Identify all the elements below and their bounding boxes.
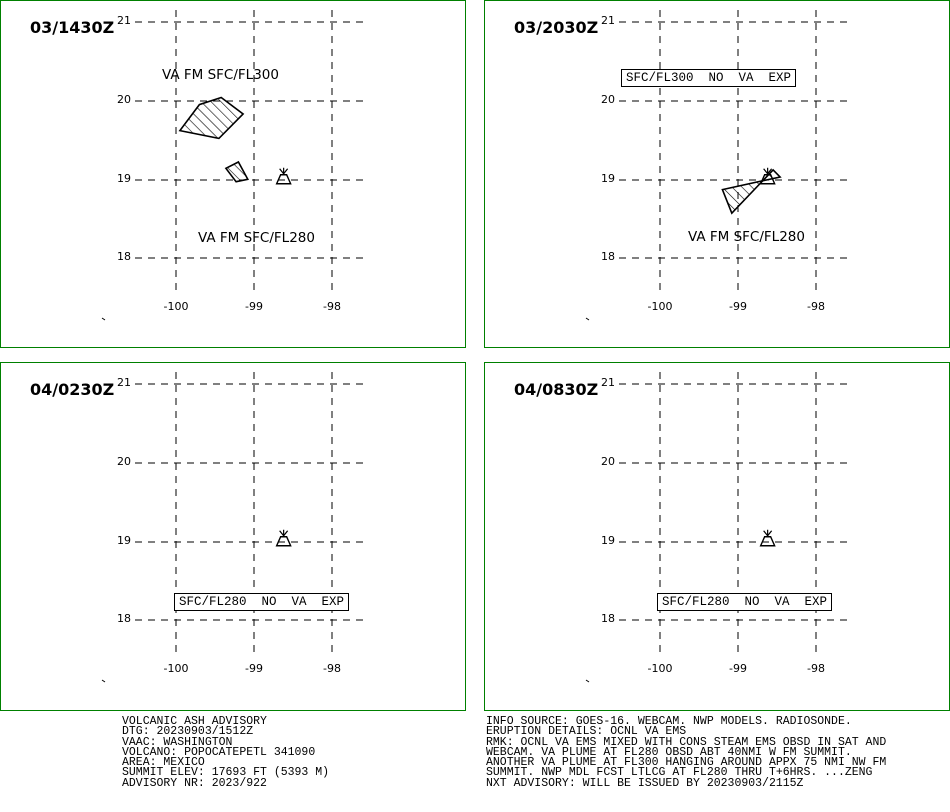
lat-tick-label: 18 [601, 612, 615, 625]
lat-tick-label: 21 [601, 376, 615, 389]
panel-time-label: 03/1430Z [30, 18, 115, 37]
advisory-text-right [486, 717, 886, 789]
panel-time-label: 04/0230Z [30, 380, 115, 399]
panel-frame [485, 363, 950, 711]
advisory-line: VAAC: WASHINGTON [122, 735, 233, 749]
corner-mark [586, 680, 589, 682]
lon-tick-label: -99 [245, 662, 263, 675]
lat-tick-label: 18 [601, 250, 615, 263]
corner-mark [102, 318, 105, 320]
advisory-line: NXT ADVISORY: WILL BE ISSUED BY 20230903/2115Z [486, 776, 804, 790]
lon-tick-label: -98 [807, 300, 825, 313]
no-ash-box-label: SFC/FL280 NO VA EXP [174, 593, 349, 611]
forecast-panel [1, 363, 466, 711]
lon-tick-label: -100 [647, 662, 673, 675]
panel-frame [1, 363, 466, 711]
volcano-symbol-icon [277, 168, 291, 184]
lat-tick-label: 20 [117, 93, 131, 106]
volcano-symbol-icon [761, 530, 775, 546]
corner-mark [586, 318, 589, 320]
ash-layer-label: VA FM SFC/FL280 [198, 230, 315, 246]
lat-tick-label: 18 [117, 250, 131, 263]
advisory-line: INFO SOURCE: GOES-16. WEBCAM. NWP MODELS. RADIOSONDE. [486, 715, 852, 728]
lat-tick-label: 21 [117, 14, 131, 27]
lat-tick-label: 20 [601, 455, 615, 468]
panel-time-label: 03/2030Z [514, 18, 599, 37]
lat-tick-label: 21 [601, 14, 615, 27]
lon-tick-label: -98 [807, 662, 825, 675]
advisory-line: VOLCANO: POPOCATEPETL 341090 [122, 745, 316, 759]
advisory-line: AREA: MEXICO [122, 756, 205, 770]
lon-tick-label: -99 [245, 300, 263, 313]
lon-tick-label: -100 [647, 300, 673, 313]
volcano-symbol-icon [277, 530, 291, 546]
lat-tick-label: 18 [117, 612, 131, 625]
forecast-panel [485, 1, 950, 348]
advisory-line: ADVISORY NR: 2023/922 [122, 776, 267, 790]
lon-tick-label: -100 [163, 662, 189, 675]
advisory-line: RMK: OCNL VA EMS MIXED WITH CONS STEAM EMS OBSD IN SAT AND [486, 735, 887, 749]
lat-tick-label: 19 [601, 172, 615, 185]
lon-tick-label: -100 [163, 300, 189, 313]
lat-tick-label: 20 [601, 93, 615, 106]
no-ash-box-label: SFC/FL300 NO VA EXP [621, 69, 796, 87]
lat-tick-label: 19 [601, 534, 615, 547]
lon-tick-label: -99 [729, 300, 747, 313]
forecast-panel [1, 1, 466, 348]
panel-frame [485, 1, 950, 348]
lon-tick-label: -98 [323, 662, 341, 675]
lat-tick-label: 20 [117, 455, 131, 468]
advisory-line: SUMMIT ELEV: 17693 FT (5393 M) [122, 766, 330, 780]
forecast-panel [485, 363, 950, 711]
ash-cloud-polygon [180, 98, 243, 139]
advisory-line: VOLCANIC ASH ADVISORY [122, 715, 267, 728]
advisory-line: SUMMIT. NWP MDL FCST LTLCG AT FL280 THRU T+6HRS. ...ZENG [486, 766, 873, 780]
advisory-line: DTG: 20230903/1512Z [122, 725, 254, 739]
lat-tick-label: 21 [117, 376, 131, 389]
ash-layer-label: VA FM SFC/FL280 [688, 229, 805, 245]
lon-tick-label: -99 [729, 662, 747, 675]
panel-time-label: 04/0830Z [514, 380, 599, 399]
advisory-line: ERUPTION DETAILS: OCNL VA EMS [486, 725, 687, 739]
no-ash-box-label: SFC/FL280 NO VA EXP [657, 593, 832, 611]
advisory-line: WEBCAM. VA PLUME AT FL280 OBSD ABT 40NMI W FM SUMMIT. [486, 745, 852, 759]
lon-tick-label: -98 [323, 300, 341, 313]
advisory-text-left [122, 717, 329, 789]
lat-tick-label: 19 [117, 534, 131, 547]
corner-mark [102, 680, 105, 682]
ash-layer-label: VA FM SFC/FL300 [162, 67, 279, 83]
ash-cloud-polygon [226, 162, 248, 182]
advisory-line: ANOTHER VA PLUME AT FL300 HANGING AROUND APPX 75 NMI NW FM [486, 756, 887, 770]
lat-tick-label: 19 [117, 172, 131, 185]
